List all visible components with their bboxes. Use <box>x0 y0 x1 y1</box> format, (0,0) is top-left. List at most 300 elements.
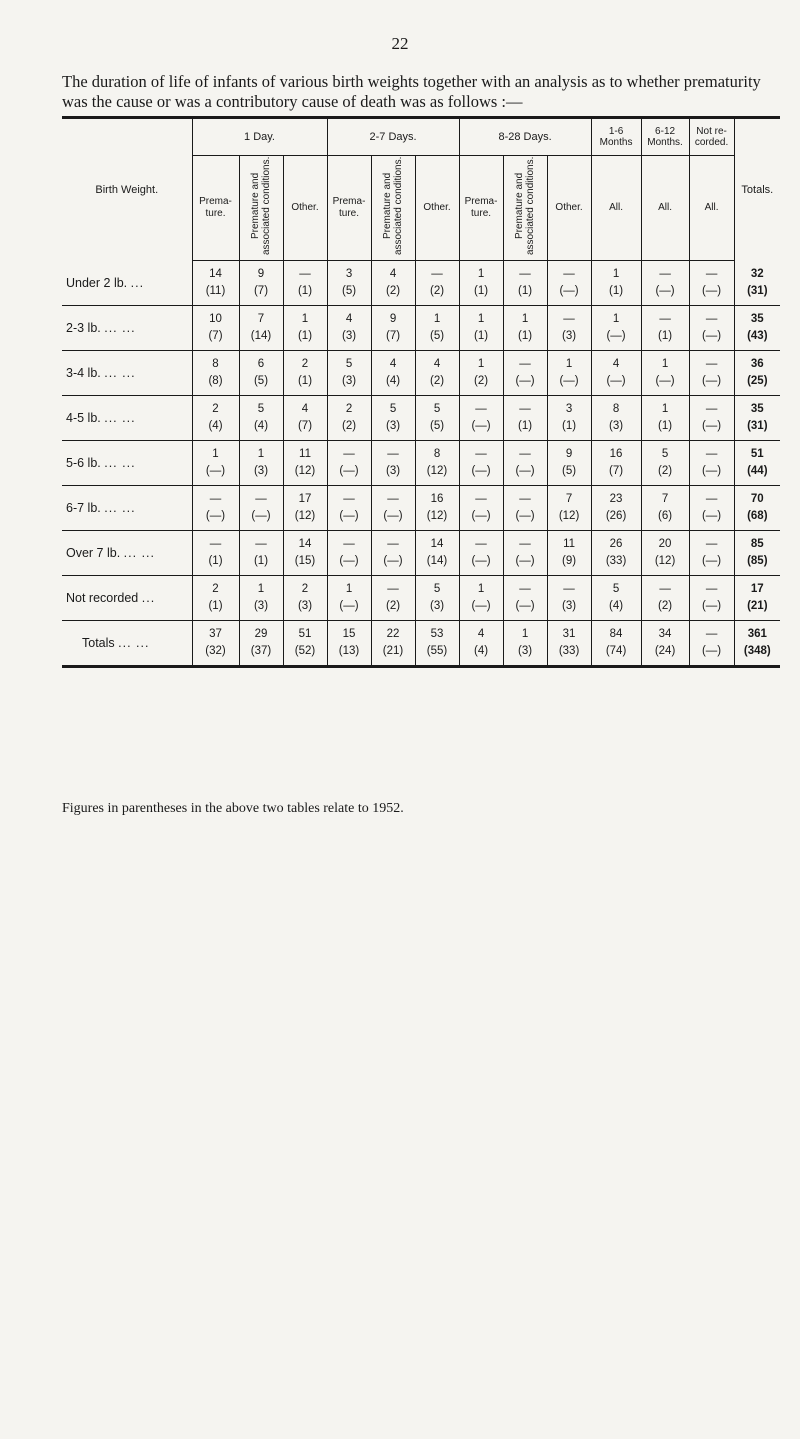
cell-value-1953: 9 <box>565 448 573 460</box>
cell-value-1952: (1) <box>253 555 269 567</box>
table-cell <box>547 396 591 441</box>
cell-value-1953: — <box>519 268 531 280</box>
row-label-dots: ... <box>141 591 156 605</box>
cell-value-1952: (—) <box>655 285 675 297</box>
cell-value-1953: 6 <box>257 358 265 370</box>
table-cell <box>591 441 641 486</box>
table-cell <box>283 486 327 531</box>
table-cell <box>547 486 591 531</box>
table-cell <box>689 306 734 351</box>
cell-value-1952: (1) <box>562 420 577 432</box>
cell-value-1952: (1) <box>297 285 313 297</box>
cell-value-1952: (12) <box>294 510 316 522</box>
row-label-text: 2-3 lb. <box>66 321 101 335</box>
birth-weight-table <box>62 116 780 668</box>
cell-value-1953: 5 <box>433 583 441 595</box>
table-cell <box>371 306 415 351</box>
sub-premature-days2-7: Prema-ture. <box>327 156 371 261</box>
table-cell <box>283 441 327 486</box>
table-cell <box>641 531 689 576</box>
row-label-text: 6-7 lb. <box>66 501 101 515</box>
cell-value-1952: (1) <box>297 330 313 342</box>
table-cell <box>192 261 239 306</box>
cell-value-1953: — <box>475 403 487 415</box>
cell-value-1952: (—) <box>205 510 226 522</box>
table-cell <box>327 396 371 441</box>
cell-value-1953: — <box>563 583 575 595</box>
cell-value-1952: (1) <box>208 600 223 612</box>
cell-value-1953: 31 <box>562 628 576 640</box>
cell-value-1953: — <box>705 358 718 370</box>
cell-value-1953: 14 <box>209 268 222 280</box>
table-cell <box>459 486 503 531</box>
cell-value-1953: 7 <box>257 313 265 325</box>
cell-value-1952: (25) <box>747 375 768 387</box>
cell-value-1952: (3) <box>253 465 269 477</box>
cell-value-1952: (—) <box>515 510 535 522</box>
cell-value-1953: 23 <box>609 493 623 505</box>
table-cell <box>591 486 641 531</box>
table-cell <box>641 261 689 306</box>
cell-value-1953: — <box>475 493 487 505</box>
table-cell <box>547 441 591 486</box>
cell-value-1952: (—) <box>471 510 491 522</box>
table-row <box>62 306 780 351</box>
cell-value-1953: 5 <box>389 403 397 415</box>
table-cell <box>734 396 780 441</box>
cell-value-1953: 37 <box>209 628 222 640</box>
cell-value-1953: 4 <box>612 358 620 370</box>
cell-value-1952: (—) <box>339 510 359 522</box>
cell-value-1953: 1 <box>477 268 485 280</box>
table-row <box>62 576 780 621</box>
cell-value-1952: (2) <box>385 285 401 297</box>
cell-value-1952: (12) <box>294 465 316 477</box>
cell-value-1953: — <box>519 448 531 460</box>
cell-value-1952: (—) <box>515 600 535 612</box>
cell-value-1953: — <box>519 403 531 415</box>
table-cell <box>327 621 371 667</box>
table-cell <box>734 486 780 531</box>
table-cell <box>547 351 591 396</box>
table-cell <box>371 396 415 441</box>
cell-value-1953: 15 <box>342 628 356 640</box>
table-row <box>62 441 780 486</box>
row-label <box>62 576 192 621</box>
cell-value-1953: — <box>705 538 718 550</box>
cell-value-1953: 2 <box>301 358 309 370</box>
row-label-dots: ... ... <box>104 366 136 380</box>
cell-value-1952: (3) <box>341 375 357 387</box>
table-cell <box>239 351 283 396</box>
cell-value-1953: — <box>519 538 531 550</box>
table-cell <box>689 351 734 396</box>
cell-value-1952: (4) <box>385 375 401 387</box>
table-row <box>62 486 780 531</box>
group-8-28-days: 8-28 Days. <box>459 118 591 156</box>
table-cell <box>371 441 415 486</box>
cell-value-1953: — <box>705 583 718 595</box>
cell-value-1953: 11 <box>563 538 576 550</box>
table-cell <box>327 486 371 531</box>
cell-value-1952: (3) <box>609 420 624 432</box>
cell-value-1953: 1 <box>661 403 669 415</box>
row-label-text: Under 2 lb. <box>66 275 128 290</box>
table-cell <box>591 306 641 351</box>
cell-value-1952: (1) <box>518 330 533 342</box>
cell-value-1952: (3) <box>562 600 577 612</box>
cell-value-1953: — <box>705 448 718 460</box>
cell-value-1952: (—) <box>701 645 722 657</box>
group-not-recorded: Not re-corded. <box>689 118 734 156</box>
cell-value-1952: (2) <box>341 420 357 432</box>
cell-value-1952: (12) <box>654 555 676 567</box>
table-cell <box>734 531 780 576</box>
cell-value-1952: (2) <box>658 465 673 477</box>
table-cell <box>459 351 503 396</box>
cell-value-1953: 85 <box>750 538 764 550</box>
cell-value-1952: (—) <box>701 465 722 477</box>
table-cell <box>547 306 591 351</box>
cell-value-1953: — <box>563 268 575 280</box>
cell-value-1952: (74) <box>605 645 627 657</box>
cell-value-1952: (—) <box>701 510 722 522</box>
table-cell <box>283 306 327 351</box>
cell-value-1953: 7 <box>565 493 573 505</box>
cell-value-1953: — <box>387 448 399 460</box>
cell-value-1953: 34 <box>658 628 672 640</box>
cell-value-1952: (—) <box>701 285 722 297</box>
cell-value-1952: (5) <box>430 330 445 342</box>
group-2-7-days: 2-7 Days. <box>327 118 459 156</box>
cell-value-1953: 35 <box>750 403 764 415</box>
table-cell <box>415 396 459 441</box>
row-label <box>62 351 192 396</box>
row-label-dots: ... ... <box>104 321 136 335</box>
table-cell <box>459 621 503 667</box>
cell-value-1953: 2 <box>345 403 353 415</box>
cell-value-1952: (—) <box>606 375 626 387</box>
cell-value-1952: (7) <box>208 330 223 342</box>
table-row <box>62 531 780 576</box>
row-label <box>62 441 192 486</box>
cell-value-1953: — <box>255 538 267 550</box>
table-cell <box>503 351 547 396</box>
cell-value-1952: (5) <box>341 285 357 297</box>
table-cell <box>327 441 371 486</box>
table-cell <box>415 351 459 396</box>
row-label-text: Totals <box>82 636 115 650</box>
table-cell <box>192 621 239 667</box>
cell-value-1953: 1 <box>301 313 309 325</box>
row-label-text: Over 7 lb. <box>66 546 121 560</box>
cell-value-1953: 1 <box>477 583 485 595</box>
table-cell <box>503 396 547 441</box>
cell-value-1953: — <box>659 313 671 325</box>
row-label <box>62 531 192 576</box>
cell-value-1952: (—) <box>471 420 491 432</box>
sub-premature-assoc-days2-7: Premature and associated conditions. <box>371 156 415 261</box>
cell-value-1953: 9 <box>389 313 397 325</box>
cell-value-1953: — <box>705 403 718 415</box>
table-cell <box>459 441 503 486</box>
cell-value-1952: (1) <box>518 285 533 297</box>
cell-value-1952: (13) <box>338 645 360 657</box>
cell-value-1953: — <box>519 358 531 370</box>
cell-value-1952: (—) <box>701 555 722 567</box>
table-cell <box>415 576 459 621</box>
table-cell <box>239 306 283 351</box>
table-cell <box>641 441 689 486</box>
row-label <box>62 486 192 531</box>
cell-value-1952: (5) <box>253 375 269 387</box>
cell-value-1953: 1 <box>612 313 620 325</box>
table-row <box>62 261 780 306</box>
cell-value-1952: (—) <box>251 510 271 522</box>
cell-value-1953: — <box>563 313 575 325</box>
cell-value-1953: — <box>659 583 671 595</box>
table-cell <box>459 261 503 306</box>
table-cell <box>641 351 689 396</box>
table-cell <box>283 576 327 621</box>
cell-value-1953: 4 <box>433 358 441 370</box>
cell-value-1952: (3) <box>385 420 401 432</box>
cell-value-1953: 36 <box>750 358 764 370</box>
table-cell <box>415 441 459 486</box>
table-cell <box>591 261 641 306</box>
cell-value-1953: — <box>705 313 718 325</box>
cell-value-1953: — <box>431 268 443 280</box>
cell-value-1953: 5 <box>661 448 669 460</box>
cell-value-1952: (85) <box>747 555 768 567</box>
cell-value-1952: (33) <box>558 645 580 657</box>
table-cell <box>689 576 734 621</box>
cell-value-1952: (55) <box>426 645 448 657</box>
cell-value-1953: 53 <box>430 628 444 640</box>
row-label-dots: ... ... <box>104 411 136 425</box>
sub-premature-days8-28: Prema-ture. <box>459 156 503 261</box>
table-cell <box>283 351 327 396</box>
cell-value-1952: (2) <box>385 600 401 612</box>
cell-value-1952: (7) <box>253 285 269 297</box>
cell-value-1952: (7) <box>385 330 401 342</box>
cell-value-1952: (5) <box>562 465 577 477</box>
table-cell <box>689 441 734 486</box>
cell-value-1953: 5 <box>257 403 265 415</box>
cell-value-1953: 4 <box>389 358 397 370</box>
cell-value-1952: (—) <box>515 555 535 567</box>
cell-value-1953: — <box>519 583 531 595</box>
cell-value-1953: 361 <box>747 628 767 640</box>
table-cell <box>734 351 780 396</box>
table-cell <box>591 351 641 396</box>
cell-value-1952: (2) <box>658 600 673 612</box>
cell-value-1952: (—) <box>515 375 535 387</box>
sub-all-not-recorded: All. <box>689 156 734 261</box>
cell-value-1952: (—) <box>701 420 722 432</box>
cell-value-1952: (24) <box>654 645 676 657</box>
table-cell <box>239 621 283 667</box>
cell-value-1952: (—) <box>606 330 626 342</box>
cell-value-1953: 16 <box>609 448 623 460</box>
table-cell <box>192 486 239 531</box>
sub-other-days2-7: Other. <box>415 156 459 261</box>
group-1-6-months: 1-6 Months <box>591 118 641 156</box>
cell-value-1952: (68) <box>747 510 768 522</box>
cell-value-1952: (—) <box>339 465 359 477</box>
table-cell <box>459 396 503 441</box>
table-cell <box>371 261 415 306</box>
row-label-dots: ... ... <box>104 456 136 470</box>
cell-value-1953: — <box>705 268 718 280</box>
cell-value-1953: 8 <box>212 358 219 370</box>
cell-value-1952: (—) <box>383 555 403 567</box>
cell-value-1953: 4 <box>389 268 397 280</box>
cell-value-1952: (—) <box>515 465 535 477</box>
row-label <box>62 396 192 441</box>
cell-value-1953: 10 <box>209 313 222 325</box>
cell-value-1953: — <box>705 628 718 640</box>
cell-value-1953: — <box>475 448 487 460</box>
table-cell <box>689 531 734 576</box>
table-cell <box>239 396 283 441</box>
row-label <box>62 261 192 306</box>
cell-value-1952: (1) <box>297 375 313 387</box>
cell-value-1952: (14) <box>250 330 272 342</box>
cell-value-1953: 8 <box>433 448 441 460</box>
cell-value-1952: (1) <box>208 555 223 567</box>
table-cell <box>547 621 591 667</box>
cell-value-1953: 3 <box>565 403 573 415</box>
cell-value-1952: (12) <box>426 465 448 477</box>
cell-value-1953: — <box>255 493 267 505</box>
table-cell <box>192 531 239 576</box>
table-cell <box>415 306 459 351</box>
cell-value-1952: (—) <box>701 330 722 342</box>
cell-value-1953: — <box>209 493 222 505</box>
table-cell <box>547 576 591 621</box>
cell-value-1953: 1 <box>212 448 219 460</box>
cell-value-1952: (2) <box>430 375 445 387</box>
sub-premature-day1: Prema-ture. <box>192 156 239 261</box>
cell-value-1952: (5) <box>430 420 445 432</box>
group-6-12-months: 6-12 Months. <box>641 118 689 156</box>
table-cell <box>283 531 327 576</box>
cell-value-1952: (2) <box>474 375 489 387</box>
cell-value-1953: 1 <box>565 358 573 370</box>
cell-value-1953: 9 <box>257 268 265 280</box>
table-cell <box>503 576 547 621</box>
cell-value-1952: (—) <box>471 465 491 477</box>
cell-value-1953: — <box>387 493 399 505</box>
table-cell <box>415 621 459 667</box>
cell-value-1953: 84 <box>609 628 623 640</box>
table-row <box>62 621 780 667</box>
page-number: 22 <box>391 34 409 53</box>
group-1-day: 1 Day. <box>192 118 327 156</box>
table-cell <box>192 576 239 621</box>
cell-value-1952: (21) <box>747 600 768 612</box>
table-row <box>62 396 780 441</box>
cell-value-1952: (44) <box>747 465 768 477</box>
cell-value-1952: (1) <box>658 330 673 342</box>
cell-value-1953: 1 <box>521 628 529 640</box>
cell-value-1952: (7) <box>297 420 313 432</box>
cell-value-1952: (—) <box>339 555 359 567</box>
table-cell <box>734 441 780 486</box>
table-cell <box>591 396 641 441</box>
cell-value-1953: 2 <box>301 583 309 595</box>
table-cell <box>503 441 547 486</box>
table-cell <box>689 396 734 441</box>
cell-value-1952: (3) <box>562 330 577 342</box>
table-cell <box>591 621 641 667</box>
cell-value-1953: — <box>387 538 399 550</box>
table-cell <box>591 531 641 576</box>
table-cell <box>283 621 327 667</box>
cell-value-1952: (6) <box>658 510 673 522</box>
table-cell <box>503 531 547 576</box>
cell-value-1952: (—) <box>205 465 226 477</box>
cell-value-1952: (348) <box>743 645 771 657</box>
cell-value-1953: 2 <box>212 403 219 415</box>
cell-value-1953: — <box>519 493 531 505</box>
table-cell <box>327 261 371 306</box>
cell-value-1952: (8) <box>208 375 223 387</box>
cell-value-1952: (—) <box>339 600 359 612</box>
cell-value-1952: (26) <box>605 510 627 522</box>
table-row <box>62 351 780 396</box>
cell-value-1952: (3) <box>297 600 313 612</box>
cell-value-1952: (37) <box>250 645 272 657</box>
cell-value-1952: (3) <box>430 600 445 612</box>
cell-value-1953: 1 <box>612 268 620 280</box>
table-cell <box>327 351 371 396</box>
cell-value-1953: 51 <box>750 448 764 460</box>
cell-value-1952: (33) <box>605 555 627 567</box>
cell-value-1952: (7) <box>609 465 624 477</box>
table-cell <box>371 486 415 531</box>
table-cell <box>689 261 734 306</box>
table-cell <box>327 576 371 621</box>
table-cell <box>503 621 547 667</box>
table-cell <box>734 306 780 351</box>
cell-value-1952: (1) <box>474 285 489 297</box>
cell-value-1952: (31) <box>747 284 768 297</box>
sub-other-day1: Other. <box>283 156 327 261</box>
table-cell <box>371 576 415 621</box>
table-cell <box>192 351 239 396</box>
cell-value-1953: 5 <box>612 583 620 595</box>
table-cell <box>641 486 689 531</box>
table-cell <box>371 621 415 667</box>
table-cell <box>641 306 689 351</box>
cell-value-1952: (—) <box>559 375 579 387</box>
group-totals: Totals. <box>734 118 780 261</box>
table-body <box>62 261 780 667</box>
table-cell <box>239 441 283 486</box>
cell-value-1952: (—) <box>471 600 491 612</box>
cell-value-1953: — <box>475 538 487 550</box>
table-cell <box>641 576 689 621</box>
cell-value-1953: 4 <box>301 403 309 415</box>
cell-value-1953: 11 <box>299 448 311 460</box>
cell-value-1952: (11) <box>205 285 226 297</box>
cell-value-1953: 22 <box>386 628 400 640</box>
table-cell <box>547 531 591 576</box>
table-cell <box>239 261 283 306</box>
table-cell <box>641 396 689 441</box>
